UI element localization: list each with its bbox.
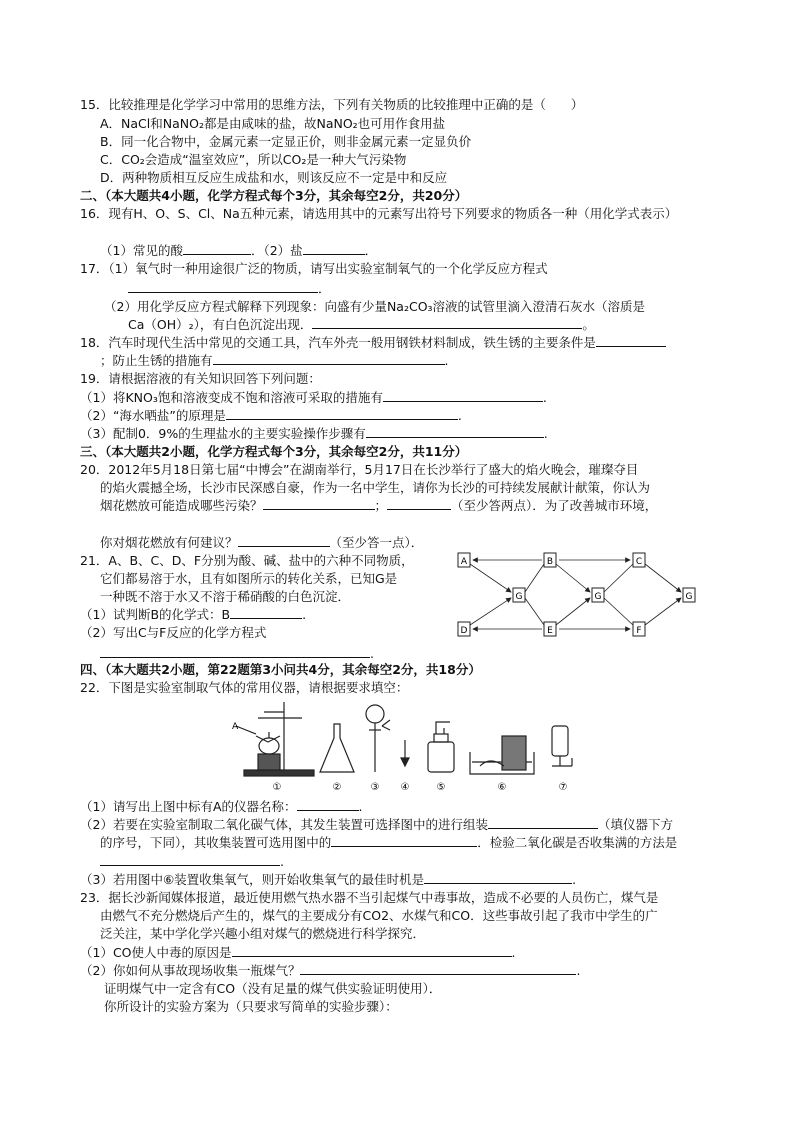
q23-line1: 23．据长沙新闻媒体报道，最近使用燃气热水器不当引起煤气中毒事故，造成不必要的人员伤亡，煤气是 <box>80 890 659 905</box>
svg-text:C: C <box>635 557 643 567</box>
arrow-c-to-g3 <box>645 564 681 592</box>
q17-part1-answer <box>128 280 331 297</box>
q20-pollution-label: 烟花燃放可能造成哪些污染？ <box>100 498 263 513</box>
q23-part1-end: . <box>511 945 516 960</box>
apparatus-7-delivery-tube <box>552 726 572 766</box>
diagram-node-g-1 <box>513 588 525 602</box>
line-c-g2 <box>604 564 633 592</box>
q22-co2-generator-blank[interactable] <box>488 816 598 829</box>
q15-option-a: A．NaCl和NaNO₂都是由咸味的盐，故NaNO₂也可用作食用盐 <box>100 116 446 131</box>
svg-text:A: A <box>460 557 468 567</box>
apparatus-3-separatory-funnel <box>366 705 390 772</box>
section-3-title: 三、（本大题共2小题，化学方程式每个3分，其余每空2分，共11分） <box>80 444 468 459</box>
diagram-node-b <box>544 553 556 567</box>
q19-part1-end: . <box>542 390 547 405</box>
q20-line4-tail: （至少答一点）． <box>329 535 424 550</box>
apparatus-2-conical-flask <box>320 724 354 772</box>
q22-part3-label: （3）若用图中⑥装置收集氧气，则开始收集氧气的最佳时机是 <box>80 872 425 887</box>
q20-line2: 的焰火震撼全场，长沙市民深感自豪，作为一名中学生，请你为长沙的可持续发展献计献策，你认为 <box>100 480 651 495</box>
q17-oxygen-equation-blank[interactable] <box>128 280 318 293</box>
q23-part2-label: （2）你如何从事故现场收集一瓶煤气？ <box>80 963 301 978</box>
q23-part1 <box>80 944 516 961</box>
q22-best-time-blank[interactable] <box>424 871 572 884</box>
q20-suggestion-blank[interactable] <box>238 534 330 547</box>
q17-part2-text: Ca（OH）₂），有白色沉淀出现． <box>128 317 313 332</box>
q22-part2-note: （填仪器下方 <box>597 817 673 832</box>
q21-line3: 一种既不溶于水又不溶于稀硝酸的白色沉淀． <box>100 589 351 604</box>
svg-text:G: G <box>515 592 523 602</box>
apparatus-1-stand-lamp <box>236 702 314 776</box>
diagram-node-g-3 <box>683 588 695 602</box>
q21-part1-end: . <box>302 607 307 622</box>
q18-line1 <box>80 334 666 351</box>
arrow-d-to-g <box>470 598 511 625</box>
q22-part2-end: . <box>280 854 284 869</box>
q17-part2-line2 <box>128 316 595 333</box>
q20-line1: 20．2012年5月18日第七届“中博会”在湖南举行，5月17日在长沙举行了盛大的焰火晚会，璀璨夺目 <box>80 462 639 477</box>
q21-part2-answer <box>100 645 374 662</box>
q15-option-b: B．同一化合物中，金属元素一定显正价，则非金属元素一定显负价 <box>100 134 472 149</box>
diagram-node-e <box>544 622 556 636</box>
apparatus-label-a: A <box>232 722 239 732</box>
q20-line3 <box>100 497 657 514</box>
svg-text:F: F <box>636 626 642 636</box>
q16-part1-label: （1）常见的酸 <box>100 243 183 258</box>
q23-poison-reason-blank[interactable] <box>232 944 512 957</box>
q22-collection-blank[interactable] <box>331 834 477 847</box>
apparatus-6-water-trough <box>470 736 534 774</box>
q18-line2 <box>100 352 449 369</box>
line-b-g <box>525 564 544 592</box>
q15-option-c: C．CO₂会造成“温室效应”，所以CO₂是一种大气污染物 <box>100 152 407 167</box>
q20-suggestion-label: 你对烟花燃放有何建议？ <box>100 535 238 550</box>
q20-line3-tail: （至少答两点）．为了改善城市环境， <box>451 498 658 513</box>
svg-text:B: B <box>546 557 554 567</box>
apparatus-num-7: ⑦ <box>558 782 568 793</box>
q22-part1-label: （1）请写出上图中标有A的仪器名称： <box>80 799 297 814</box>
q19-part3-blank[interactable] <box>366 425 544 438</box>
q19-part1-label: （1）将KNO₃饱和溶液变成不饱和溶液可采取的措施有 <box>80 390 383 405</box>
apparatus-4-stopper-tube <box>401 740 409 766</box>
q20-pollution-blank-1[interactable] <box>263 497 375 510</box>
diagram-node-f <box>633 622 645 636</box>
q22-collection-label: 的序号，下同），其收集装置可选用图中的 <box>100 835 332 850</box>
q16-stem: 16．现有H、O、S、Cl、Na五种元素，请选用其中的元素写出符号下列要求的物质各一种（用化学式表示） <box>80 206 678 221</box>
q22-part3 <box>80 871 576 888</box>
q20-pollution-blank-2[interactable] <box>387 497 451 510</box>
q17-equation-blank[interactable] <box>312 316 582 329</box>
apparatus-num-3: ③ <box>370 782 380 793</box>
arrow-a-to-g <box>470 564 511 592</box>
q22-apparatus-figure <box>222 696 592 794</box>
q22-part3-end: . <box>572 872 577 887</box>
diagram-node-a <box>458 553 470 567</box>
section-4-title: 四、（本大题共2小题，第22题第3小问共4分，其余每空2分，共18分） <box>80 662 481 677</box>
q19-part3-end: . <box>543 426 548 441</box>
q19-part2 <box>80 407 462 424</box>
q23-experiment-plan: 你所设计的实验方案为（只要求写简单的实验步骤）： <box>104 999 398 1014</box>
q22-stem: 22．下图是实验室制取气体的常用仪器，请根据要求填空： <box>80 680 409 695</box>
q19-part1 <box>80 389 547 406</box>
q23-line2: 由燃气不充分燃烧后产生的，煤气的主要成分有CO2、水煤气和CO．这些事故引起了我市中学生的广 <box>100 908 658 923</box>
q17-part2-end: 。 <box>582 317 595 332</box>
q22-part2-line3 <box>100 853 284 870</box>
arrow-f-to-g3 <box>645 598 681 625</box>
q21-line1: 21．A、B、C、D、F分别为酸、碱、盐中的六种不同物质， <box>80 553 414 568</box>
q23-line3: 泛关注，某中学化学兴趣小组对煤气的燃烧进行科学探究． <box>100 926 426 941</box>
q18-prevent-label: ；防止生锈的措施有 <box>100 353 213 368</box>
section-2-title: 二、（本大题共4小题，化学方程式每个3分，其余每空2分，共20分） <box>80 188 468 203</box>
apparatus-num-4: ④ <box>400 782 410 793</box>
q22-part2-line1 <box>80 816 673 833</box>
q16-answer-line <box>100 242 377 259</box>
q21-line2: 它们都易溶于水，且有如图所示的转化关系，已知G是 <box>100 571 398 586</box>
q18-rust-condition-blank[interactable] <box>596 334 666 347</box>
q22-part2-text: （2）若要在实验室制取二氧化碳气体，其发生装置可选择图中的进行组装 <box>80 817 488 832</box>
q15-option-d: D．两种物质相互反应生成盐和水，则该反应不一定是中和反应 <box>100 170 448 185</box>
arrow-b-to-g2 <box>556 564 590 592</box>
q21-part1-label: （1）试判断B的化学式：B <box>80 607 231 622</box>
svg-text:G: G <box>685 592 693 602</box>
q23-part2 <box>80 962 580 979</box>
diagram-node-d <box>458 622 470 636</box>
arrow-e-to-g2 <box>556 598 590 625</box>
q16-acid-blank[interactable] <box>183 242 251 255</box>
q17-part1-end: ． <box>318 281 331 296</box>
q16-salt-blank[interactable] <box>303 242 365 255</box>
q21-part1 <box>80 606 306 623</box>
q22-check-full-label: ．检验二氧化碳是否收集满的方法是 <box>477 835 678 850</box>
q20-separator: ； <box>374 498 388 513</box>
q23-part2-end: . <box>576 963 581 978</box>
q16-end-mark: ． <box>364 243 378 258</box>
q23-part1-label: （1）CO使人中毒的原因是 <box>80 945 232 960</box>
q19-part2-blank[interactable] <box>226 407 458 420</box>
q19-part3 <box>80 425 548 442</box>
apparatus-num-5: ⑤ <box>436 782 446 793</box>
q23-prove-co: 证明煤气中一定含有CO（没有足量的煤气供实验证明使用）． <box>104 981 442 996</box>
apparatus-num-1: ① <box>272 782 282 793</box>
q23-collect-gas-blank[interactable] <box>300 962 576 975</box>
apparatus-num-6: ⑥ <box>497 782 507 793</box>
q22-check-full-blank[interactable] <box>100 853 280 866</box>
q16-part2-label: ．（2）盐 <box>250 243 303 258</box>
svg-text:E: E <box>547 626 553 636</box>
q15-stem: 15．比较推理是化学学习中常用的思维方法，下列有关物质的比较推理中正确的是（ ） <box>80 97 584 112</box>
q21-transformation-diagram <box>455 550 705 642</box>
q22-part1-end: . <box>358 799 363 814</box>
q17-part2-line1: （2）用化学反应方程式解释下列现象：向盛有少量Na₂CO₃溶液的试管里滴入澄清石灰水（溶质是 <box>104 299 646 314</box>
q17-part1: 17．（1）氧气时一种用途很广泛的物质，请写出实验室制氧气的一个化学反应方程式 <box>80 261 548 276</box>
q19-part2-end: . <box>457 408 462 423</box>
q21-part2-end: . <box>370 646 374 661</box>
q18-text: 18．汽车时现代生活中常见的交通工具，汽车外壳一般用钢铁材料制成，铁生锈的主要条件是 <box>80 335 596 350</box>
diagram-node-g-2 <box>592 588 604 602</box>
q22-part1 <box>80 798 363 815</box>
q21-part2: （2）写出C与F反应的化学方程式 <box>80 625 267 640</box>
svg-text:G: G <box>594 592 602 602</box>
q20-line4 <box>100 534 423 551</box>
line-f-g2 <box>604 598 633 625</box>
q22-part2-line2 <box>100 834 677 851</box>
q19-part2-label: （2）“海水晒盐”的原理是 <box>80 408 226 423</box>
q18-prevent-blank[interactable] <box>213 352 445 365</box>
q18-end: . <box>444 353 449 368</box>
q21-b-formula-blank[interactable] <box>230 606 302 619</box>
line-e-g <box>525 598 544 625</box>
q19-stem: 19．请根据溶液的有关知识回答下列问题： <box>80 371 321 386</box>
svg-text:D: D <box>460 626 468 636</box>
q19-part3-label: （3）配制0．9%的生理盐水的主要实验操作步骤有 <box>80 426 366 441</box>
diagram-node-c <box>633 553 645 567</box>
apparatus-5-gas-bottle <box>428 722 454 772</box>
apparatus-num-2: ② <box>332 782 342 793</box>
q19-part1-blank[interactable] <box>383 389 543 402</box>
q21-equation-blank[interactable] <box>100 645 370 658</box>
q22-instrument-a-blank[interactable] <box>297 798 359 811</box>
